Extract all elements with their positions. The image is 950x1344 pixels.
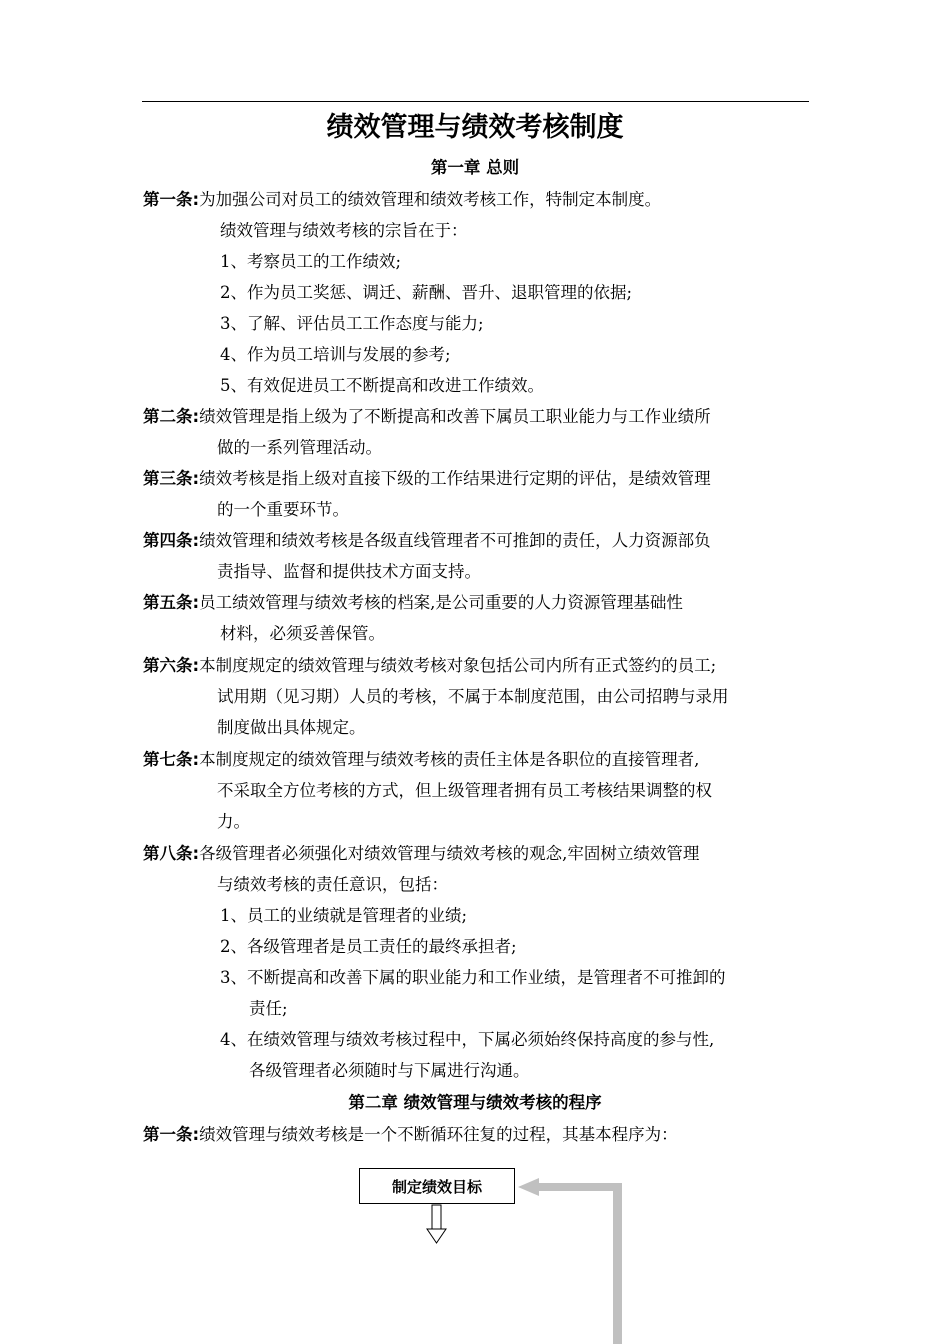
list-item-cont: 责任; xyxy=(249,999,288,1018)
article-7-cont: 力。 xyxy=(217,812,250,831)
article-text: 为加强公司对员工的绩效管理和绩效考核工作，特制定本制度。 xyxy=(199,190,662,209)
article-8-cont: 与绩效考核的责任意识，包括： xyxy=(217,875,448,894)
list-item: 4、在绩效管理与绩效考核过程中，下属必须始终保持高度的参与性, xyxy=(220,1030,715,1049)
article-3-cont: 的一个重要环节。 xyxy=(217,500,349,519)
article-label: 第一条: xyxy=(143,190,200,209)
article-label: 第六条: xyxy=(143,656,200,675)
flowchart-box-set-goals: 制定绩效目标 xyxy=(359,1168,515,1204)
article-7-cont: 不采取全方位考核的方式，但上级管理者拥有员工考核结果调整的权 xyxy=(217,781,712,800)
article-label: 第五条: xyxy=(143,593,200,612)
article-label: 第七条: xyxy=(143,750,200,769)
article-text: 绩效考核是指上级对直接下级的工作结果进行定期的评估，是绩效管理 xyxy=(199,469,711,488)
article-2-cont: 做的一系列管理活动。 xyxy=(217,438,382,457)
article-text: 本制度规定的绩效管理与绩效考核对象包括公司内所有正式签约的员工; xyxy=(199,656,717,675)
list-item: 1、员工的业绩就是管理者的业绩; xyxy=(220,906,468,925)
article-text: 绩效管理与绩效考核是一个不断循环往复的过程，其基本程序为： xyxy=(199,1125,678,1144)
article-label: 第一条: xyxy=(143,1125,200,1144)
article-6-cont: 制度做出具体规定。 xyxy=(217,718,366,737)
document-title: 绩效管理与绩效考核制度 xyxy=(326,112,624,143)
list-item-cont: 各级管理者必须随时与下属进行沟通。 xyxy=(249,1061,530,1080)
list-item: 2、作为员工奖惩、调迁、薪酬、晋升、退职管理的依据; xyxy=(220,283,633,302)
article-label: 第四条: xyxy=(143,531,200,550)
article-4-cont: 责指导、监督和提供技术方面支持。 xyxy=(217,562,481,581)
article-text: 绩效管理是指上级为了不断提高和改善下属员工职业能力与工作业绩所 xyxy=(199,407,711,426)
article-6-cont: 试用期（见习期）人员的考核，不属于本制度范围，由公司招聘与录用 xyxy=(217,687,729,706)
return-arrow xyxy=(518,1178,622,1344)
chapter-1-heading: 第一章 总则 xyxy=(430,158,520,177)
list-item: 2、各级管理者是员工责任的最终承担者; xyxy=(220,937,517,956)
article-5-cont: 材料，必须妥善保管。 xyxy=(220,624,385,643)
chapter-2-heading: 第二章 绩效管理与绩效考核的程序 xyxy=(348,1093,602,1112)
list-item: 5、有效促进员工不断提高和改进工作绩效。 xyxy=(220,376,544,395)
article-text: 员工绩效管理与绩效考核的档案,是公司重要的人力资源管理基础性 xyxy=(199,593,683,612)
down-arrow-icon xyxy=(427,1205,446,1243)
article-text: 绩效管理和绩效考核是各级直线管理者不可推卸的责任，人力资源部负 xyxy=(199,531,711,550)
list-item: 4、作为员工培训与发展的参考; xyxy=(220,345,451,364)
article-label: 第三条: xyxy=(143,469,200,488)
article-label: 第八条: xyxy=(143,844,200,863)
list-item: 3、了解、评估员工工作态度与能力; xyxy=(220,314,484,333)
article-text: 本制度规定的绩效管理与绩效考核的责任主体是各职位的直接管理者, xyxy=(199,750,700,769)
article-label: 第二条: xyxy=(143,407,200,426)
article-1-intro: 绩效管理与绩效考核的宗旨在于： xyxy=(220,221,468,240)
list-item: 3、不断提高和改善下属的职业能力和工作业绩，是管理者不可推卸的 xyxy=(220,968,726,987)
article-text: 各级管理者必须强化对绩效管理与绩效考核的观念,牢固树立绩效管理 xyxy=(199,844,700,863)
list-item: 1、考察员工的工作绩效; xyxy=(220,252,402,271)
